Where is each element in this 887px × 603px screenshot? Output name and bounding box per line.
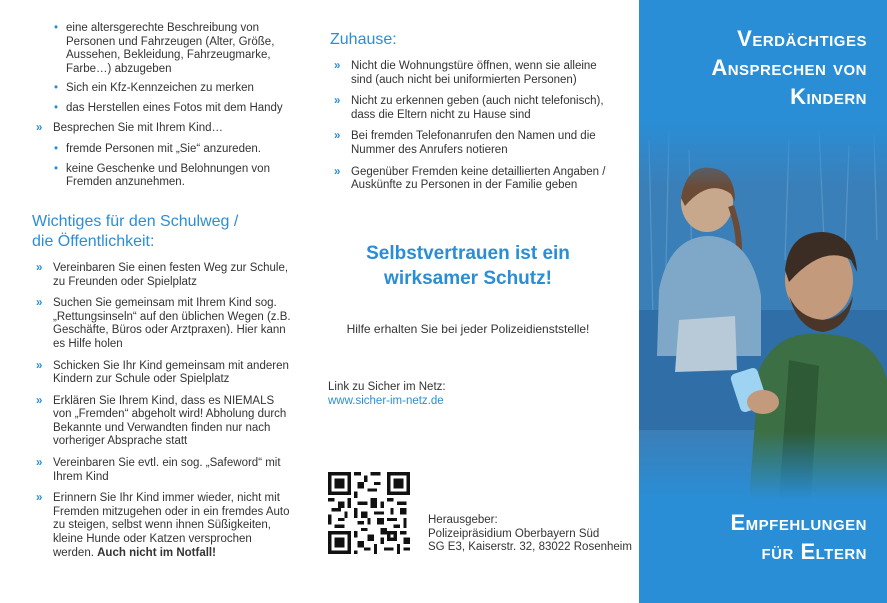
list-item: » Gegenüber Fremden keine detaillierten Angaben / Auskünfte zu Personen in der Familie geben (328, 166, 608, 193)
cover-title-line3: Kindern (790, 84, 867, 109)
last-item-strong: Auch nicht im Notfall! (97, 546, 216, 559)
list-item: • fremde Personen mit „Sie“ anzureden. (30, 143, 292, 157)
talk-item-text: Besprechen Sie mit Ihrem Kind… (53, 121, 224, 134)
cover-subtitle (730, 508, 867, 566)
list-item: » Nicht die Wohnungstüre öffnen, wenn sie alleine sind (auch nicht bei uniformierten Personen) (328, 60, 608, 87)
publisher-name: Polizeipräsidium Oberbayern Süd (428, 527, 600, 540)
talk-bullet-list (30, 143, 292, 190)
last-item-text: Erinnern Sie Ihr Kind immer wieder, nicht mit Fremden mitzugehen oder in ein fremdes Auto zu steigen, selbst wenn ihnen Süßigkeiten, kleine Hunde oder Katzen versprochen werden. (53, 492, 290, 559)
family-photo (639, 120, 887, 500)
middle-column (328, 30, 608, 409)
intro-bullet-list (30, 22, 292, 116)
list-item: » Suchen Sie gemeinsam mit Ihrem Kind sog. „Rettungsinseln“ auf den üblichen Wegen (z.B. Geschäfte, Büros oder Arztpraxen). Hier kann es Hilfe holen (30, 297, 292, 351)
cover-title-line1: Verdächtiges (737, 26, 867, 51)
school-heading (32, 212, 292, 252)
cover-subtitle-line2: für Eltern (761, 539, 867, 564)
list-item: » Bei fremden Telefonanrufen den Namen und die Nummer des Anrufers notieren (328, 130, 608, 157)
slogan (328, 241, 608, 291)
school-list (30, 262, 292, 560)
list-item: • Sich ein Kfz-Kennzeichen zu merken (30, 82, 292, 96)
left-column (30, 22, 292, 568)
list-item (30, 492, 292, 560)
list-item: » Vereinbaren Sie evtl. ein sog. „Safeword“ mit Ihrem Kind (30, 457, 292, 484)
list-item: • eine altersgerechte Beschreibung von Personen und Fahrzeugen (Alter, Größe, Aussehen, Bekleidung, Fahrzeugmarke, Farbe…) abzugeben (30, 22, 292, 76)
cover-title (711, 24, 867, 111)
link-label: Link zu Sicher im Netz: (328, 381, 446, 394)
publisher-label: Herausgeber: (428, 514, 498, 526)
school-heading-line2: die Öffentlichkeit: (32, 232, 155, 250)
publisher-address: SG E3, Kaiserstr. 32, 83022 Rosenheim (428, 541, 632, 554)
school-heading-line1: Wichtiges für den Schulweg / (32, 212, 239, 230)
help-text: Hilfe erhalten Sie bei jeder Polizeidienststelle! (346, 321, 590, 336)
cover-subtitle-line1: Empfehlungen (730, 510, 867, 535)
list-item (30, 122, 292, 136)
home-list (328, 60, 608, 193)
publisher-block (428, 514, 632, 555)
list-item: » Vereinbaren Sie einen festen Weg zur Schule, zu Freunden oder Spielplatz (30, 262, 292, 289)
list-item: • keine Geschenke und Belohnungen von Fremden anzunehmen. (30, 163, 292, 190)
list-item: » Schicken Sie Ihr Kind gemeinsam mit anderen Kindern zur Schule oder Spielplatz (30, 360, 292, 387)
cover-panel (639, 0, 887, 603)
slogan-line1: Selbstvertrauen ist ein (366, 242, 570, 264)
talk-list (30, 122, 292, 136)
website-link[interactable]: www.sicher-im-netz.de (328, 394, 444, 407)
cover-title-line2: Ansprechen von (711, 55, 867, 80)
link-block (328, 381, 608, 408)
list-item: » Nicht zu erkennen geben (auch nicht telefonisch), dass die Eltern nicht zu Hause sind (328, 95, 608, 122)
qr-code (328, 472, 410, 554)
home-heading: Zuhause: (330, 31, 397, 48)
slogan-line2: wirksamer Schutz! (384, 267, 552, 289)
list-item: » Erklären Sie Ihrem Kind, dass es NIEMALS von „Fremden“ abgeholt wird! Abholung durch Bekannte und Verwandten finden nur nach vorheriger Absprache statt (30, 395, 292, 449)
list-item: • das Herstellen eines Fotos mit dem Handy (30, 102, 292, 116)
